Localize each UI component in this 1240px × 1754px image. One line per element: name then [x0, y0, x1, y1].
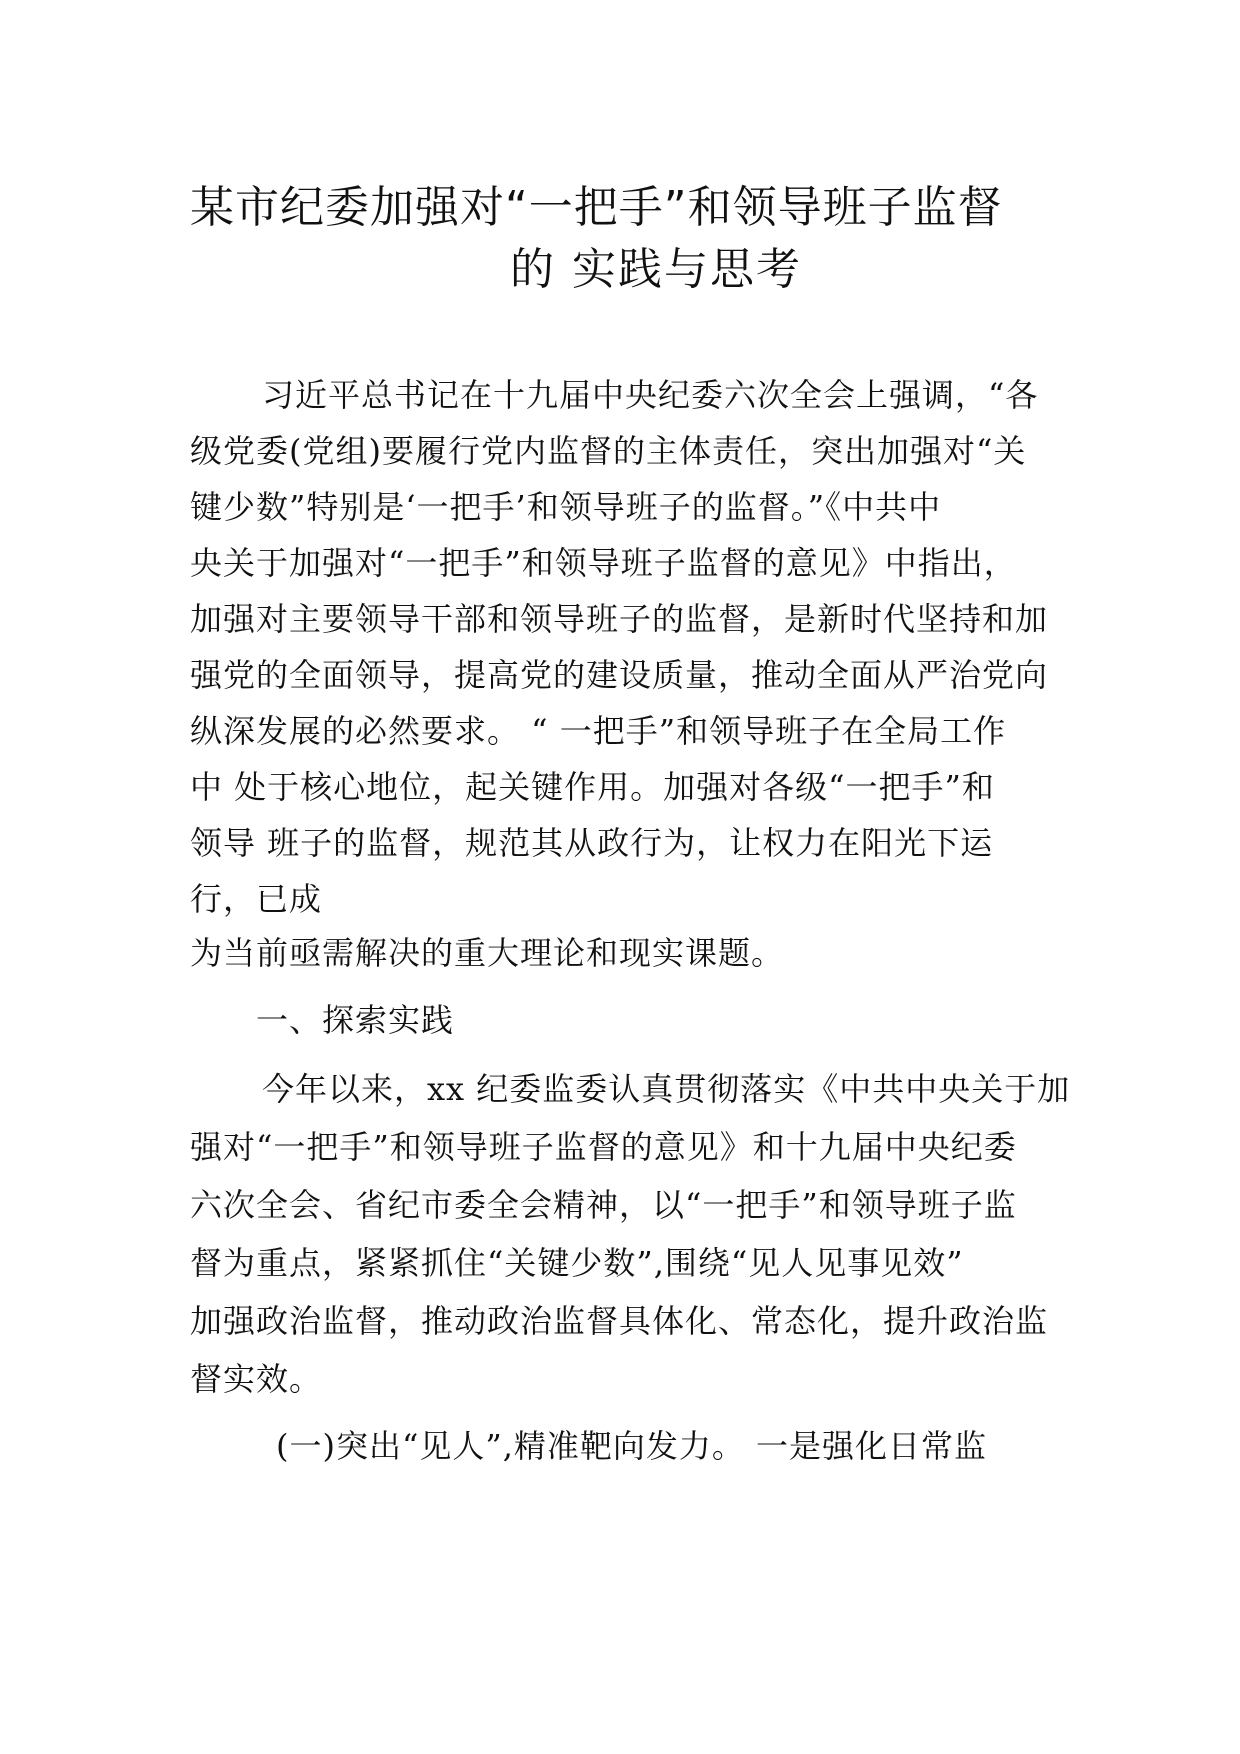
paragraph-line: 领导 班子的监督，规范其从政行为，让权力在阳光下运	[190, 824, 994, 862]
paragraph-line: 行，已成	[190, 880, 323, 918]
paragraph-line: 习近平总书记在十九届中央纪委六次全会上强调，“各	[262, 376, 1039, 414]
document-title-line-1: 某市纪委加强对“一把手”和领导班子监督	[190, 182, 1003, 233]
paragraph-line: 级党委(党组)要履行党内监督的主体责任，突出加强对“关	[190, 432, 1027, 470]
paragraph-line: 强对“一把手”和领导班子监督的意见》和十九届中央纪委	[190, 1128, 1017, 1166]
paragraph-line: 加强对主要领导干部和领导班子的监督，是新时代坚持和加	[190, 600, 1049, 638]
paragraph-line: 强党的全面领导，提高党的建设质量，推动全面从严治党向	[190, 656, 1049, 694]
document-title-line-2: 的 实践与思考	[510, 244, 802, 295]
paragraph-line: 中 处于核心地位，起关键作用。加强对各级“一把手”和	[190, 768, 995, 806]
subsection-line: (一)突出“见人”,精准靶向发力。 一是强化日常监	[276, 1427, 988, 1465]
paragraph-line: 六次全会、省纪市委全会精神，以“一把手”和领导班子监	[190, 1186, 1017, 1224]
paragraph-line: 纵深发展的必然要求。 “ 一把手”和领导班子在全局工作	[190, 712, 1007, 750]
paragraph-line: 央关于加强对“一把手”和领导班子监督的意见》中指出，	[190, 544, 1017, 582]
paragraph-line: 为当前亟需解决的重大理论和现实课题。	[190, 934, 785, 972]
paragraph-line: 键少数”特别是‘一把手’和领导班子的监督。”《中共中	[190, 488, 942, 526]
paragraph-line: 加强政治监督，推动政治监督具体化、常态化，提升政治监	[190, 1302, 1049, 1340]
paragraph-line: 督为重点，紧紧抓住“关键少数”,围绕“见人见事见效”	[190, 1244, 964, 1282]
section-heading: 一、探索实践	[256, 1001, 455, 1039]
paragraph-line: 今年以来，xx 纪委监委认真贯彻落实《中共中央关于加	[262, 1070, 1071, 1108]
paragraph-line: 督实效。	[190, 1360, 323, 1398]
